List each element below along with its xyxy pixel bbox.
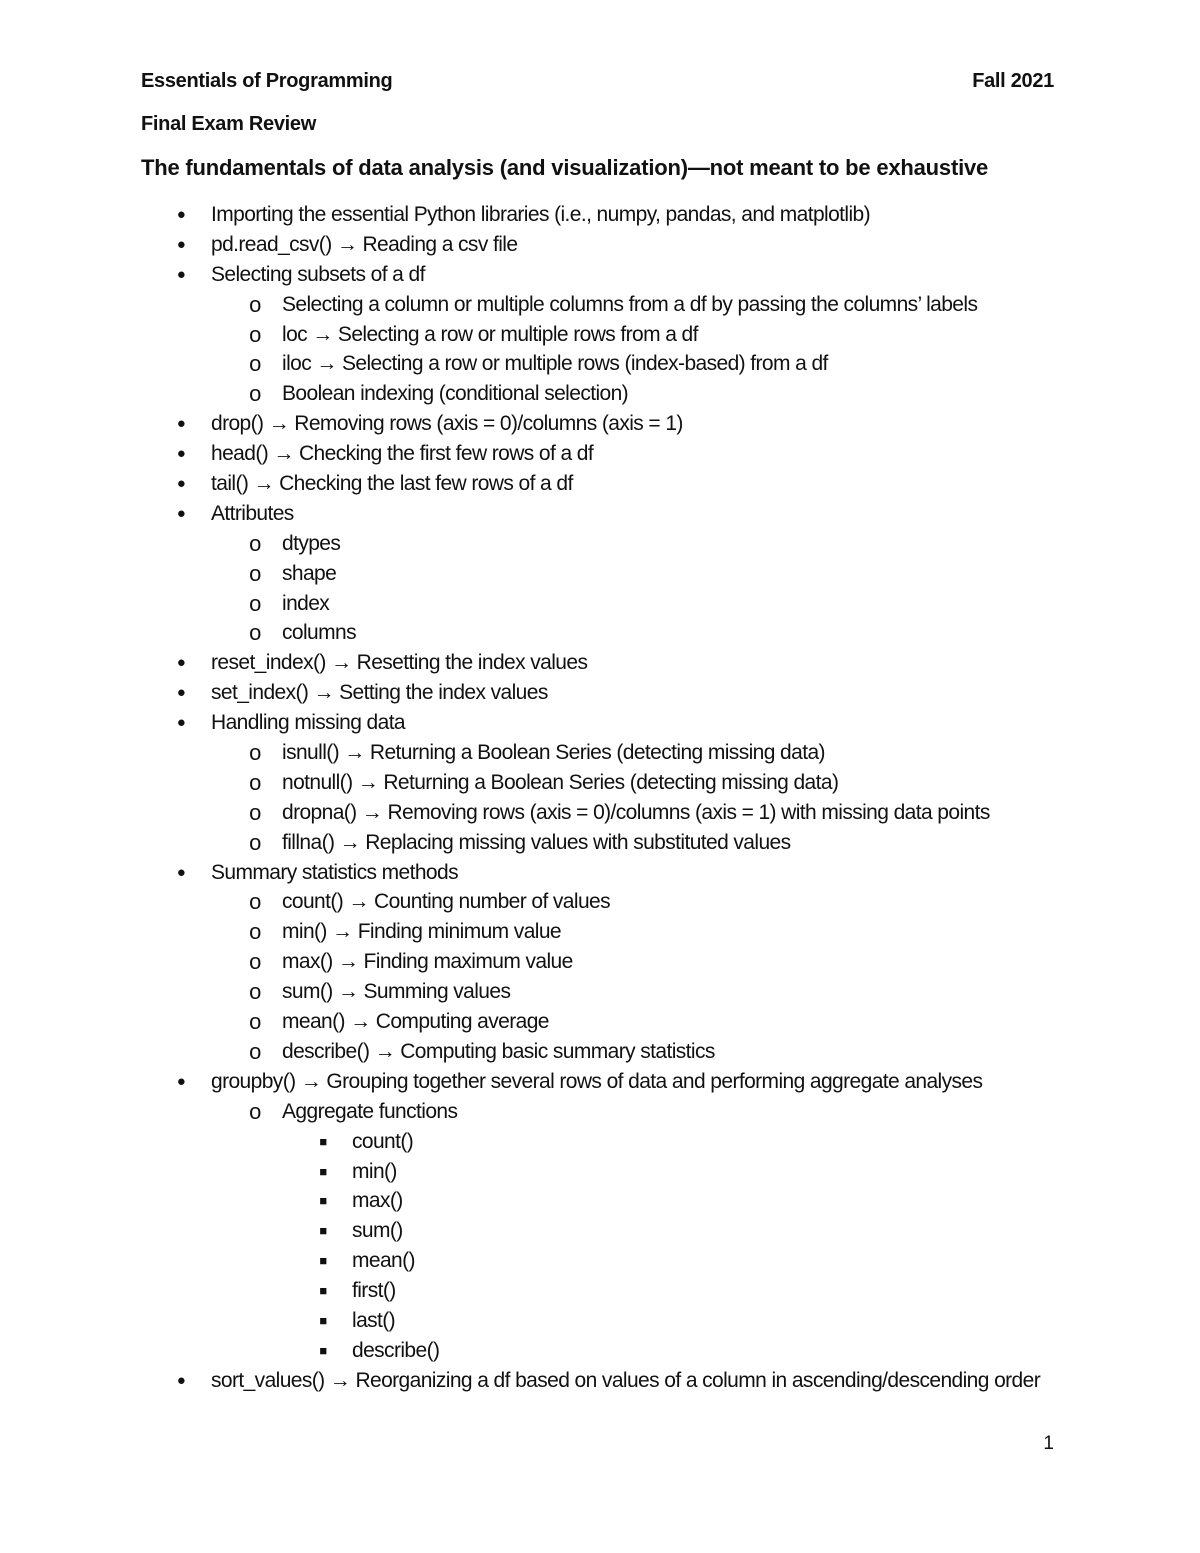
- list-item: [0, 1366, 1200, 1396]
- list-item: [0, 1306, 1200, 1336]
- square-bullet-icon: ■: [319, 1312, 327, 1328]
- list-item-text: fillna() → Replacing missing values with substituted values: [282, 830, 791, 854]
- circle-bullet-icon: o: [249, 979, 261, 1005]
- circle-bullet-icon: o: [249, 590, 261, 616]
- dot-bullet-icon: ●: [176, 445, 186, 463]
- list-item: [0, 1007, 1200, 1037]
- list-item-text: groupby() → Grouping together several rows of data and performing aggregate analyses: [211, 1069, 983, 1093]
- list-item-text: mean() → Computing average: [282, 1010, 549, 1034]
- list-item: [0, 1157, 1200, 1187]
- list-item: [0, 290, 1200, 320]
- list-item-text: Handling missing data: [211, 711, 406, 735]
- list-item: [0, 947, 1200, 977]
- list-item-text: min(): [352, 1159, 397, 1183]
- list-item: [0, 768, 1200, 798]
- section-heading: The fundamentals of data analysis (and visualization)—not meant to be exhaustive: [141, 155, 989, 180]
- square-bullet-icon: ■: [319, 1342, 327, 1358]
- list-item: [0, 529, 1200, 559]
- dot-bullet-icon: ●: [176, 475, 186, 493]
- list-item: [0, 230, 1200, 260]
- dot-bullet-icon: ●: [176, 714, 186, 732]
- list-item-text: reset_index() → Resetting the index values: [211, 651, 588, 675]
- square-bullet-icon: ■: [319, 1223, 327, 1239]
- dot-bullet-icon: ●: [176, 684, 186, 702]
- list-item-text: index: [282, 591, 330, 615]
- list-item-text: last(): [352, 1308, 396, 1332]
- list-item: [0, 708, 1200, 738]
- list-item: [0, 379, 1200, 409]
- list-item-text: Attributes: [211, 501, 294, 525]
- circle-bullet-icon: o: [249, 620, 261, 646]
- circle-bullet-icon: o: [249, 291, 261, 317]
- list-item-text: max(): [352, 1189, 403, 1213]
- circle-bullet-icon: o: [249, 1009, 261, 1035]
- dot-bullet-icon: ●: [176, 504, 186, 522]
- list-item: [0, 409, 1200, 439]
- list-item-text: notnull() → Returning a Boolean Series (detecting missing data): [282, 770, 839, 794]
- circle-bullet-icon: o: [249, 381, 261, 407]
- list-item: [0, 260, 1200, 290]
- circle-bullet-icon: o: [249, 1038, 261, 1064]
- square-bullet-icon: ■: [319, 1283, 327, 1299]
- circle-bullet-icon: o: [249, 769, 261, 795]
- list-item-text: head() → Checking the first few rows of a df: [211, 442, 594, 466]
- list-item-text: count() → Counting number of values: [282, 890, 611, 914]
- circle-bullet-icon: o: [249, 740, 261, 766]
- list-item-text: describe() → Computing basic summary statistics: [282, 1039, 715, 1063]
- list-item: [0, 977, 1200, 1007]
- list-item: [0, 320, 1200, 350]
- list-item-text: drop() → Removing rows (axis = 0)/columns (axis = 1): [211, 412, 683, 436]
- circle-bullet-icon: o: [249, 560, 261, 586]
- dot-bullet-icon: ●: [176, 863, 186, 881]
- list-item-text: first(): [352, 1279, 396, 1303]
- list-item-text: Importing the essential Python libraries (i.e., numpy, pandas, and matplotlib): [211, 203, 871, 226]
- list-item-text: isnull() → Returning a Boolean Series (detecting missing data): [282, 741, 825, 765]
- list-item: [0, 1067, 1200, 1097]
- list-item: [0, 1216, 1200, 1246]
- list-item-text: Selecting subsets of a df: [211, 262, 425, 286]
- dot-bullet-icon: ●: [176, 265, 186, 283]
- list-item-text: pd.read_csv() → Reading a csv file: [211, 232, 518, 256]
- dot-bullet-icon: ●: [176, 1371, 186, 1389]
- list-item-text: mean(): [352, 1249, 415, 1273]
- list-item-text: Selecting a column or multiple columns from a df by passing the columns’ labels: [282, 292, 978, 316]
- term-label: Fall 2021: [972, 70, 1054, 92]
- list-item: [0, 678, 1200, 708]
- square-bullet-icon: ■: [319, 1193, 327, 1209]
- list-item: [0, 1037, 1200, 1067]
- list-item: [0, 858, 1200, 888]
- dot-bullet-icon: ●: [176, 235, 186, 253]
- list-item: [0, 1336, 1200, 1366]
- list-item-text: max() → Finding maximum value: [282, 950, 573, 974]
- page-number: 1: [1043, 1433, 1054, 1454]
- list-item: [0, 469, 1200, 499]
- list-item: [0, 618, 1200, 648]
- list-item: [0, 1276, 1200, 1306]
- list-item-text: set_index() → Setting the index values: [211, 681, 548, 705]
- list-item: [0, 349, 1200, 379]
- list-item: [0, 798, 1200, 828]
- list-item-text: describe(): [352, 1338, 440, 1362]
- list-item: [0, 828, 1200, 858]
- list-item-text: count(): [352, 1129, 414, 1153]
- list-item: [0, 887, 1200, 917]
- circle-bullet-icon: o: [249, 829, 261, 855]
- list-item-text: columns: [282, 621, 356, 645]
- list-item-text: Summary statistics methods: [211, 860, 458, 884]
- list-item-text: Aggregate functions: [282, 1099, 458, 1123]
- list-item: [0, 589, 1200, 619]
- list-item: [0, 1097, 1200, 1127]
- list-item-text: shape: [282, 561, 337, 585]
- list-item-text: sort_values() → Reorganizing a df based on values of a column in ascending/descending order: [211, 1368, 1041, 1392]
- circle-bullet-icon: o: [249, 919, 261, 945]
- dot-bullet-icon: ●: [176, 206, 186, 223]
- circle-bullet-icon: o: [249, 351, 261, 377]
- list-item: [0, 559, 1200, 589]
- review-topic-list: [0, 200, 1200, 1396]
- list-item-text: iloc → Selecting a row or multiple rows (index-based) from a df: [282, 352, 828, 376]
- course-title: Essentials of Programming: [141, 70, 393, 92]
- list-item: [0, 738, 1200, 768]
- list-item: [0, 648, 1200, 678]
- list-item-text: min() → Finding minimum value: [282, 920, 562, 944]
- list-item: [0, 439, 1200, 469]
- list-item-text: Boolean indexing (conditional selection): [282, 382, 629, 406]
- dot-bullet-icon: ●: [176, 654, 186, 672]
- square-bullet-icon: ■: [319, 1253, 327, 1269]
- list-item: [0, 200, 1200, 230]
- dot-bullet-icon: ●: [176, 415, 186, 433]
- dot-bullet-icon: ●: [176, 1072, 186, 1090]
- circle-bullet-icon: o: [249, 949, 261, 975]
- circle-bullet-icon: o: [249, 889, 261, 915]
- circle-bullet-icon: o: [249, 530, 261, 556]
- document-subtitle: Final Exam Review: [141, 113, 316, 135]
- list-item-text: sum() → Summing values: [282, 980, 511, 1004]
- square-bullet-icon: ■: [319, 1163, 327, 1179]
- list-item-text: dropna() → Removing rows (axis = 0)/columns (axis = 1) with missing data points: [282, 800, 990, 824]
- square-bullet-icon: ■: [319, 1133, 327, 1149]
- list-item: [0, 1186, 1200, 1216]
- list-item-text: loc → Selecting a row or multiple rows from a df: [282, 322, 698, 346]
- list-item-text: dtypes: [282, 531, 341, 555]
- circle-bullet-icon: o: [249, 321, 261, 347]
- circle-bullet-icon: o: [249, 799, 261, 825]
- list-item-text: tail() → Checking the last few rows of a df: [211, 472, 573, 496]
- list-item: [0, 1127, 1200, 1157]
- list-item-text: sum(): [352, 1219, 403, 1243]
- list-item: [0, 917, 1200, 947]
- list-item: [0, 1246, 1200, 1276]
- circle-bullet-icon: o: [249, 1098, 261, 1124]
- list-item: [0, 499, 1200, 529]
